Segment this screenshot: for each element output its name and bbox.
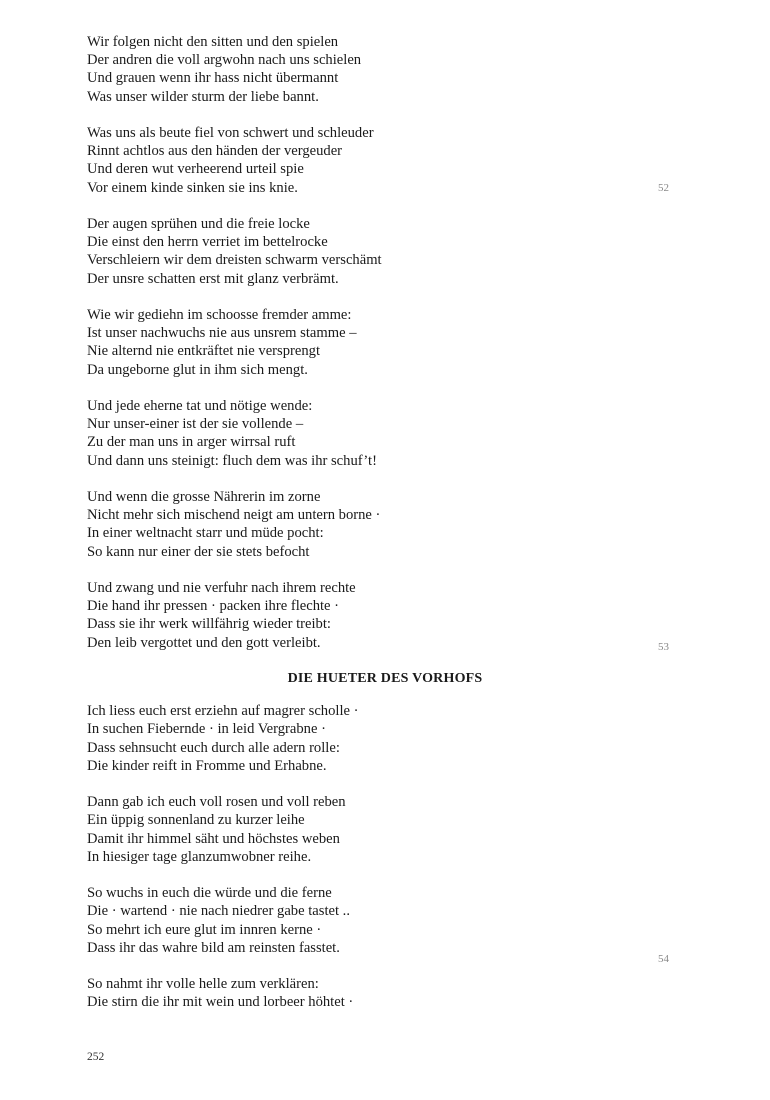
verse-line: Dass sehnsucht euch durch alle adern rolle: [87,739,340,756]
verse-line: In einer weltnacht starr und müde pocht: [87,525,324,542]
verse-line: Da ungeborne glut in ihm sich mengt. [87,361,308,378]
verse-line: Was unser wilder sturm der liebe bannt. [87,88,319,105]
verse-line: Damit ihr himmel säht und höchstes weben [87,830,340,847]
stanza [87,306,687,379]
verse-line: Und jede eherne tat und nötige wende: [87,398,313,414]
verse-line: So nahmt ihr volle helle zum verklären: [87,976,319,993]
stanza [87,793,687,866]
verse-line: Zu der man uns in arger wirrsal ruft [87,434,296,451]
verse-line: Rinnt achtlos aus den händen der vergeuder [87,143,343,160]
verse-line: Dann gab ich euch voll rosen und voll reben [87,794,346,811]
poem-heading: DIE HUETER DES VORHOFS [287,671,483,686]
stanza [87,397,687,470]
verse-line: Verschleiern wir dem dreisten schwarm verschämt [87,252,382,269]
margin-number: 54 [658,953,669,965]
verse-line: Und deren wut verheerend urteil spie [87,161,304,178]
verse-line: Nie alternd nie entkräftet nie versprengt [87,343,320,360]
stanza [87,579,687,652]
verse-line: Der augen sprühen und die freie locke [87,216,310,232]
poem-text-column [87,33,687,1012]
verse-line: In hiesiger tage glanzumwobner reihe. [87,848,312,865]
verse-line: Die hand ihr pressen · packen ihre flechte · [87,598,340,615]
verse-line: In suchen Fiebernde · in leid Vergrabne · [87,721,326,738]
verse-line: Wir folgen nicht den sitten und den spielen [87,34,339,50]
verse-line: Nur unser-einer ist der sie vollende – [87,416,304,433]
verse-line: Den leib vergottet und den gott verleibt. [87,634,321,651]
verse-line: Und zwang und nie verfuhr nach ihrem rechte [87,580,356,596]
verse-line: So kann nur einer der sie stets befocht [87,543,310,560]
stanza [87,488,687,561]
verse-line: So wuchs in euch die würde und die ferne [87,885,332,902]
verse-line: Die stirn die ihr mit wein und lorbeer höhtet · [87,994,354,1011]
stanza [87,975,687,1011]
verse-line: Und wenn die grosse Nährerin im zorne [87,489,321,505]
verse-line: Und grauen wenn ihr hass nicht übermannt [87,70,339,87]
page-number: 252 [87,1051,105,1063]
verse-line: Der andren die voll argwohn nach uns schielen [87,52,362,69]
verse-line: Und dann uns steinigt: fluch dem was ihr schuf’t! [87,452,377,469]
verse-line: Dass ihr das wahre bild am reinsten fasstet. [87,939,340,956]
verse-line: Was uns als beute fiel von schwert und schleuder [87,125,374,141]
verse-line: Die · wartend · nie nach niedrer gabe tastet .. [87,903,350,920]
verse-line: Ist unser nachwuchs nie aus unsrem stamme – [87,325,357,342]
verse-line: So mehrt ich eure glut im innren kerne · [87,921,322,938]
stanza [87,215,687,288]
stanza [87,702,687,775]
margin-number: 53 [658,641,669,653]
verse-line: Nicht mehr sich mischend neigt am untern borne · [87,507,381,524]
verse-line: Ein üppig sonnenland zu kurzer leihe [87,812,305,829]
verse-line: Die kinder reift in Fromme und Erhabne. [87,757,327,774]
verse-line: Die einst den herrn verriet im bettelrocke [87,234,328,251]
verse-line: Der unsre schatten erst mit glanz verbrämt. [87,270,339,287]
stanza [87,33,687,106]
verse-line: Vor einem kinde sinken sie ins knie. [87,179,298,196]
stanza [87,124,687,197]
verse-line: Wie wir gediehn im schoosse fremder amme: [87,307,352,323]
verse-line: Dass sie ihr werk willfährig wieder treibt: [87,616,331,633]
stanza [87,884,687,957]
margin-number: 52 [658,182,669,194]
verse-line: Ich liess euch erst erziehn auf magrer scholle · [87,703,359,720]
